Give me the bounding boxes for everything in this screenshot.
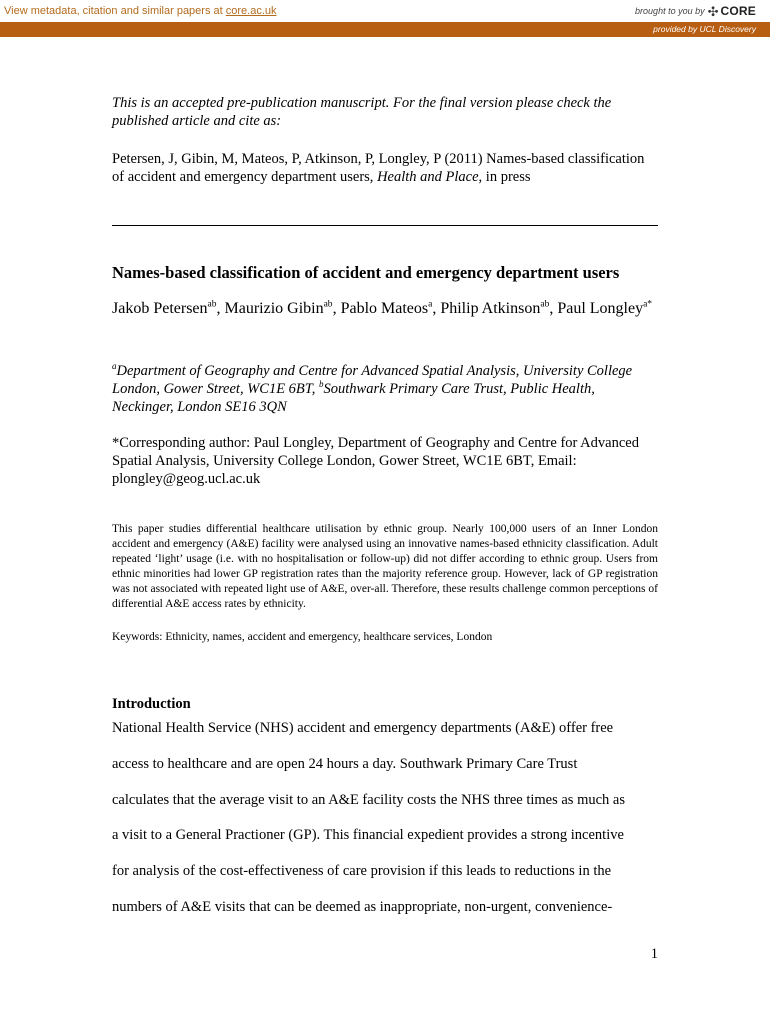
author-separator: , (216, 300, 225, 317)
core-logo[interactable] (708, 4, 756, 18)
author-name: Paul Longley (557, 300, 644, 317)
corresponding-author: *Corresponding author: Paul Longley, Department of Geography and Centre for Advanced Spatial Analysis, University College London, Gower Street, WC1E 6BT, Email: plongley@geog.ucl.ac.uk (112, 435, 639, 487)
author-affiliation-mark: ab (540, 299, 550, 310)
core-logo-icon: ✣ (707, 3, 719, 19)
brought-text: brought to you by (635, 6, 705, 16)
core-link[interactable]: core.ac.uk (225, 5, 277, 17)
body-line: access to healthcare and are open 24 hours a day. Southwark Primary Care Trust (112, 755, 578, 772)
header-divider (112, 225, 658, 226)
body-line: a visit to a General Practioner (GP). This financial expedient provides a strong incentive (112, 827, 624, 844)
provided-by-bar (0, 22, 770, 37)
section-heading-introduction: Introduction (112, 696, 191, 712)
affiliation-a: Department of Geography and Centre for Advanced Spatial Analysis, University College London, Gower Street, WC1E 6BT, (112, 363, 633, 397)
author-list (112, 298, 658, 320)
author-name: Jakob Petersen (112, 300, 208, 317)
author-affiliation-mark: ab (323, 299, 333, 310)
author-name: Philip Atkinson (440, 300, 541, 317)
citation-suffix: , in press (478, 169, 531, 185)
author-name: Pablo Mateos (340, 300, 429, 317)
author-name: Maurizio Gibin (224, 300, 324, 317)
author-affiliation-mark: a (428, 299, 433, 310)
abstract: This paper studies differential healthcare utilisation by ethnic group. Nearly 100,000 users of an Inner London accident and emergency (A&E) facility were analysed using an innovative names-based ethnicity classification. Adult repeated ‘light’ usage (i.e. with no hospitalisation or follow-up) did not differ according to ethnic group. Users from ethnic minorities had lower GP registration rates than the majority reference group. However, lack of GP registration was not associated with repeated light use of A&E, over-all. Therefore, these results challenge common perceptions of differential A&E access rates by ethnicity. (112, 523, 658, 610)
brought-by-core (635, 4, 756, 18)
citation-journal: Health and Place (377, 169, 479, 185)
manuscript-notice: This is an accepted pre-publication manuscript. For the final version please check the published article and cite as: (112, 95, 612, 129)
introduction-body (112, 718, 658, 933)
body-line: calculates that the average visit to an A&E facility costs the NHS three times as much as (112, 791, 625, 808)
author-separator: , (432, 300, 441, 317)
author-separator: , (332, 300, 341, 317)
citation (112, 150, 652, 186)
page-number: 1 (650, 946, 658, 962)
body-line: for analysis of the cost-effectiveness of care provision if this leads to reductions in the (112, 863, 612, 880)
author-affiliation-mark: ab (207, 299, 217, 310)
author-separator: , (549, 300, 558, 317)
affiliation-b: Southwark Primary Care Trust, Public Health, Neckinger, London SE16 3QN (112, 381, 595, 415)
paper-title: Names-based classification of accident and emergency department users (112, 263, 620, 282)
affiliations (112, 362, 658, 416)
metadata-link-line (4, 5, 277, 17)
core-header-bar (0, 0, 770, 22)
core-logo-label: CORE (720, 4, 756, 18)
keywords: Keywords: Ethnicity, names, accident and emergency, healthcare services, London (112, 631, 493, 643)
author-affiliation-mark: a* (643, 299, 653, 310)
affiliation-mark-b: b (319, 379, 324, 390)
citation-text: Petersen, J, Gibin, M, Mateos, P, Atkinson, P, Longley, P (2011) Names-based classification of accident and emergency department users, (112, 151, 645, 185)
metadata-link-prefix: View metadata, citation and similar papers at (4, 5, 226, 17)
body-line: National Health Service (NHS) accident and emergency departments (A&E) offer free (112, 720, 614, 736)
affiliation-mark-a: a (112, 361, 117, 372)
body-line: numbers of A&E visits that can be deemed as inappropriate, non-urgent, convenience- (112, 898, 613, 915)
provided-by-text: provided by UCL Discovery (653, 24, 756, 34)
